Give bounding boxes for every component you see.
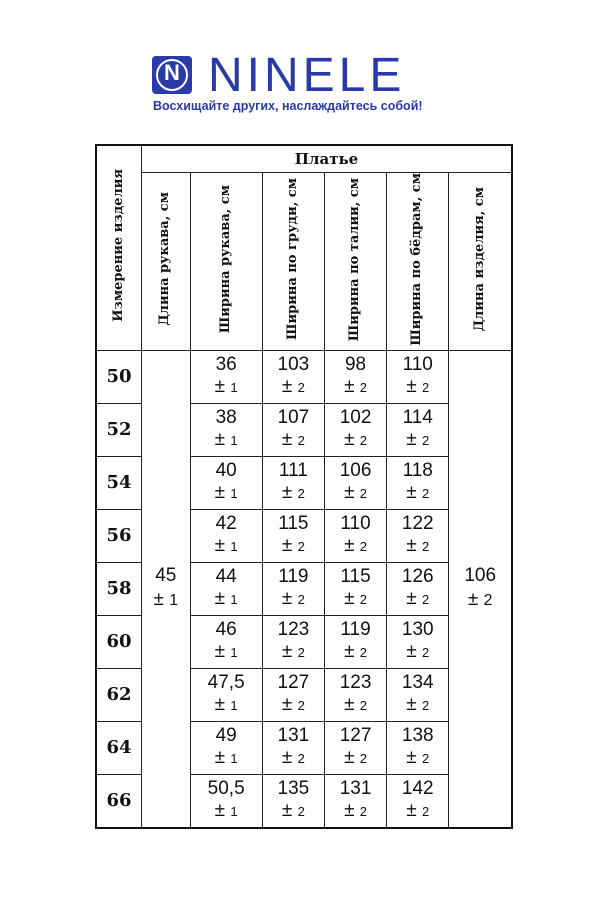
cell-value: 126	[401, 566, 434, 588]
cell-tolerance	[191, 482, 262, 505]
tolerance-value: 2	[297, 539, 305, 555]
tolerance-value: 2	[297, 698, 305, 714]
cell-tolerance	[191, 376, 262, 399]
cell-tolerance	[387, 482, 448, 505]
sleeve-width-cell	[190, 350, 262, 403]
tolerance-value: 1	[230, 592, 238, 608]
cell-tolerance	[263, 482, 324, 505]
plus-minus-sign: ±	[214, 482, 226, 504]
tolerance-value: 2	[359, 433, 368, 449]
cell-tolerance	[191, 747, 262, 770]
size-chart-table	[95, 144, 513, 829]
plus-minus-sign: ±	[344, 588, 355, 610]
cell-value: 111	[278, 460, 308, 482]
cell-value: 131	[277, 725, 310, 747]
plus-minus-sign: ±	[344, 694, 355, 716]
cell-tolerance	[191, 641, 262, 664]
sleeve-width-cell	[190, 403, 262, 456]
tolerance-value: 2	[421, 698, 430, 714]
column-header-label: Длина рукава, см	[157, 192, 173, 327]
cell-tolerance	[387, 747, 448, 770]
waist-width-cell	[324, 403, 386, 456]
cell-value: 102	[339, 407, 372, 429]
plus-minus-sign: ±	[214, 747, 226, 769]
plus-minus-sign: ±	[281, 747, 293, 769]
cell-value: 106	[464, 565, 497, 587]
plus-minus-sign: ±	[406, 641, 417, 663]
cell-value: 45	[155, 565, 177, 587]
cell-value: 46	[215, 619, 237, 641]
size-label: 52	[96, 403, 142, 456]
cell-tolerance	[263, 535, 324, 558]
row-header-label: Измерение изделия	[110, 169, 126, 323]
hips-width-cell	[387, 403, 449, 456]
logo-emblem	[152, 56, 192, 94]
tolerance-value: 2	[359, 539, 368, 555]
logo-letter: N	[164, 60, 180, 85]
tolerance-value: 2	[421, 380, 430, 396]
cell-value: 130	[401, 619, 434, 641]
chest-width-cell	[262, 509, 324, 562]
cell-value: 115	[278, 513, 309, 535]
sleeve-width-cell	[190, 721, 262, 774]
hips-width-cell	[387, 774, 449, 828]
cell-value: 103	[277, 354, 310, 376]
tolerance-value: 2	[297, 380, 305, 396]
cell-value: 123	[339, 672, 372, 694]
cell-tolerance	[449, 588, 511, 613]
cell-tolerance	[387, 376, 448, 399]
size-label: 50	[96, 350, 142, 403]
size-label: 62	[96, 668, 142, 721]
item-length-cell	[449, 350, 512, 828]
cell-value: 138	[401, 725, 434, 747]
waist-width-cell	[324, 350, 386, 403]
plus-minus-sign: ±	[406, 535, 417, 557]
plus-minus-sign: ±	[344, 429, 355, 451]
column-header-label: Ширина по талии, см	[347, 177, 363, 341]
tolerance-value: 2	[421, 645, 430, 661]
waist-width-cell	[324, 456, 386, 509]
waist-width-cell	[324, 721, 386, 774]
column-header-3	[324, 173, 386, 351]
tolerance-value: 1	[169, 592, 179, 610]
size-label: 66	[96, 774, 142, 828]
waist-width-cell	[324, 615, 386, 668]
tolerance-value: 1	[230, 433, 238, 449]
tolerance-value: 2	[483, 592, 493, 610]
plus-minus-sign: ±	[344, 376, 355, 398]
tolerance-value: 2	[421, 804, 430, 820]
column-header-label: Ширина по бёдрам, см	[409, 173, 425, 346]
cell-tolerance	[325, 641, 386, 664]
size-label: 64	[96, 721, 142, 774]
tolerance-value: 2	[297, 433, 305, 449]
plus-minus-sign: ±	[406, 694, 417, 716]
hips-width-cell	[387, 456, 449, 509]
tolerance-value: 2	[421, 751, 430, 767]
cell-tolerance	[142, 588, 190, 613]
tolerance-value: 1	[230, 486, 238, 502]
table-body	[96, 350, 512, 828]
hips-width-cell	[387, 509, 449, 562]
plus-minus-sign: ±	[344, 800, 355, 822]
waist-width-cell	[324, 509, 386, 562]
tolerance-value: 2	[297, 486, 305, 502]
plus-minus-sign: ±	[214, 800, 226, 822]
cell-tolerance	[387, 641, 448, 664]
plus-minus-sign: ±	[406, 588, 417, 610]
cell-value: 44	[215, 566, 237, 588]
column-header-1	[190, 173, 262, 351]
column-header-0	[142, 173, 191, 351]
sleeve-width-cell	[190, 456, 262, 509]
cell-value: 118	[402, 460, 433, 482]
brand-name: NINELE	[208, 49, 406, 102]
cell-value: 42	[215, 513, 237, 535]
tolerance-value: 1	[230, 804, 238, 820]
row-header-cell	[96, 145, 142, 350]
size-label: 58	[96, 562, 142, 615]
plus-minus-sign: ±	[344, 747, 355, 769]
header-row-title	[96, 145, 512, 173]
plus-minus-sign: ±	[281, 429, 293, 451]
plus-minus-sign: ±	[214, 429, 226, 451]
cell-tolerance	[263, 429, 324, 452]
hips-width-cell	[387, 562, 449, 615]
cell-value: 50,5	[207, 778, 245, 800]
plus-minus-sign: ±	[281, 376, 293, 398]
tolerance-value: 2	[359, 698, 368, 714]
chest-width-cell	[262, 721, 324, 774]
cell-tolerance	[191, 694, 262, 717]
tolerance-value: 2	[421, 539, 430, 555]
cell-value: 107	[277, 407, 310, 429]
waist-width-cell	[324, 562, 386, 615]
plus-minus-sign: ±	[467, 589, 479, 611]
brand-logo	[152, 49, 452, 102]
tolerance-value: 1	[230, 698, 238, 714]
sleeve-width-cell	[190, 615, 262, 668]
cell-value: 127	[339, 725, 372, 747]
cell-value: 135	[277, 778, 310, 800]
header-row-columns	[96, 173, 512, 351]
cell-value: 98	[344, 354, 367, 376]
tolerance-value: 2	[359, 751, 368, 767]
cell-tolerance	[387, 429, 448, 452]
cell-tolerance	[191, 800, 262, 823]
column-header-4	[387, 173, 449, 351]
waist-width-cell	[324, 774, 386, 828]
cell-value: 40	[215, 460, 237, 482]
cell-tolerance	[263, 694, 324, 717]
cell-tolerance	[325, 747, 386, 770]
tolerance-value: 2	[421, 486, 430, 502]
cell-tolerance	[325, 376, 386, 399]
tolerance-value: 2	[421, 592, 430, 608]
cell-value: 36	[215, 354, 237, 376]
sleeve-width-cell	[190, 562, 262, 615]
chest-width-cell	[262, 774, 324, 828]
cell-value: 106	[339, 460, 372, 482]
plus-minus-sign: ±	[281, 800, 293, 822]
cell-tolerance	[263, 641, 324, 664]
cell-tolerance	[325, 535, 386, 558]
plus-minus-sign: ±	[344, 482, 355, 504]
cell-value: 119	[340, 619, 371, 641]
cell-tolerance	[387, 694, 448, 717]
sleeve-length-cell	[142, 350, 191, 828]
size-label: 56	[96, 509, 142, 562]
cell-value: 110	[340, 513, 371, 535]
table-row	[96, 350, 512, 403]
cell-value: 123	[277, 619, 310, 641]
tolerance-value: 2	[297, 645, 305, 661]
cell-value: 110	[402, 354, 433, 376]
cell-tolerance	[387, 800, 448, 823]
plus-minus-sign: ±	[281, 641, 293, 663]
tolerance-value: 2	[421, 433, 430, 449]
tolerance-value: 2	[359, 486, 368, 502]
plus-minus-sign: ±	[153, 589, 164, 611]
tolerance-value: 1	[230, 380, 238, 396]
waist-width-cell	[324, 668, 386, 721]
hips-width-cell	[387, 615, 449, 668]
cell-value: 115	[340, 566, 371, 588]
plus-minus-sign: ±	[406, 747, 417, 769]
plus-minus-sign: ±	[214, 694, 226, 716]
plus-minus-sign: ±	[344, 641, 355, 663]
tolerance-value: 1	[230, 645, 238, 661]
tolerance-value: 2	[297, 751, 305, 767]
cell-tolerance	[191, 535, 262, 558]
cell-value: 38	[215, 407, 237, 429]
column-header-label: Ширина по груди, см	[284, 178, 300, 341]
hips-width-cell	[387, 721, 449, 774]
cell-value: 127	[277, 672, 310, 694]
column-header-5	[449, 173, 512, 351]
size-label: 60	[96, 615, 142, 668]
plus-minus-sign: ±	[281, 588, 293, 610]
cell-tolerance	[263, 747, 324, 770]
cell-tolerance	[263, 376, 324, 399]
tagline: Восхищайте других, наслаждайтесь собой!	[153, 99, 423, 113]
plus-minus-sign: ±	[214, 535, 226, 557]
cell-tolerance	[263, 588, 324, 611]
cell-tolerance	[387, 588, 448, 611]
cell-value: 47,5	[207, 672, 245, 694]
cell-tolerance	[387, 535, 448, 558]
chest-width-cell	[262, 403, 324, 456]
column-header-2	[262, 173, 324, 351]
sleeve-width-cell	[190, 668, 262, 721]
cell-value: 131	[339, 778, 372, 800]
cell-tolerance	[263, 800, 324, 823]
table-title: Платье	[142, 145, 513, 173]
chest-width-cell	[262, 668, 324, 721]
hips-width-cell	[387, 668, 449, 721]
cell-tolerance	[191, 429, 262, 452]
sleeve-width-cell	[190, 774, 262, 828]
plus-minus-sign: ±	[281, 535, 293, 557]
chest-width-cell	[262, 350, 324, 403]
cell-tolerance	[325, 800, 386, 823]
plus-minus-sign: ±	[281, 694, 293, 716]
chest-width-cell	[262, 456, 324, 509]
cell-value: 119	[278, 566, 309, 588]
cell-tolerance	[191, 588, 262, 611]
plus-minus-sign: ±	[214, 588, 226, 610]
plus-minus-sign: ±	[406, 376, 417, 398]
hips-width-cell	[387, 350, 449, 403]
plus-minus-sign: ±	[344, 535, 355, 557]
cell-tolerance	[325, 482, 386, 505]
cell-tolerance	[325, 694, 386, 717]
plus-minus-sign: ±	[281, 482, 293, 504]
tolerance-value: 2	[359, 804, 368, 820]
tolerance-value: 2	[297, 592, 305, 608]
plus-minus-sign: ±	[406, 800, 417, 822]
cell-tolerance	[325, 429, 386, 452]
chest-width-cell	[262, 562, 324, 615]
tolerance-value: 1	[230, 539, 238, 555]
tolerance-value: 2	[359, 645, 368, 661]
column-header-label: Ширина рукава, см	[217, 185, 233, 334]
sleeve-width-cell	[190, 509, 262, 562]
cell-value: 142	[401, 778, 434, 800]
plus-minus-sign: ±	[214, 376, 226, 398]
chest-width-cell	[262, 615, 324, 668]
cell-value: 114	[402, 407, 433, 429]
tolerance-value: 2	[297, 804, 305, 820]
cell-value: 122	[401, 513, 434, 535]
tolerance-value: 2	[359, 592, 368, 608]
size-label: 54	[96, 456, 142, 509]
plus-minus-sign: ±	[406, 429, 417, 451]
cell-value: 49	[215, 725, 237, 747]
plus-minus-sign: ±	[214, 641, 226, 663]
tolerance-value: 1	[230, 751, 238, 767]
plus-minus-sign: ±	[406, 482, 417, 504]
cell-value: 134	[401, 672, 434, 694]
cell-tolerance	[325, 588, 386, 611]
column-header-label: Длина изделия, см	[471, 187, 487, 332]
tolerance-value: 2	[359, 380, 368, 396]
